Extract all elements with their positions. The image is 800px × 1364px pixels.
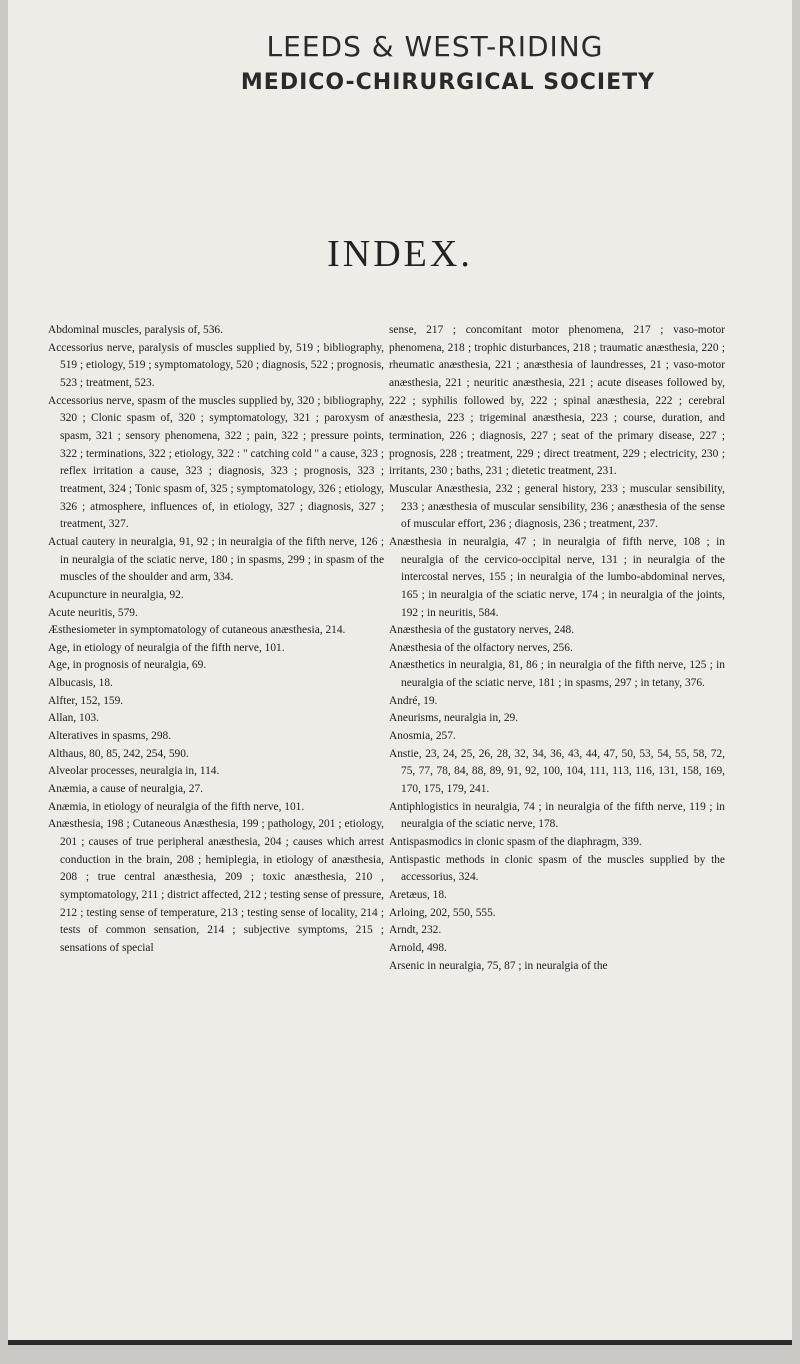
index-entry: Anæsthetics in neuralgia, 81, 86 ; in neuralgia of the fifth nerve, 125 ; in neuralgia of the sciatic nerve, 181 ; in spasms, 297 ; in tetany, 376. xyxy=(389,659,725,690)
index-entry: Antiphlogistics in neuralgia, 74 ; in neuralgia of the fifth nerve, 119 ; in neuralgia of the sciatic nerve, 178. xyxy=(389,800,725,831)
book-page xyxy=(8,0,792,1344)
library-stamp-line-1: LEEDS & WEST-RIDING xyxy=(266,30,604,63)
index-entry: Age, in etiology of neuralgia of the fifth nerve, 101. xyxy=(48,641,285,654)
index-entry: Acupuncture in neuralgia, 92. xyxy=(48,588,184,601)
index-entry: Aneurisms, neuralgia in, 29. xyxy=(389,712,519,725)
library-stamp-line-2: MEDICO-CHIRURGICAL SOCIETY xyxy=(240,70,656,95)
index-entry: Age, in prognosis of neuralgia, 69. xyxy=(48,659,207,672)
index-entry: Anæsthesia of the olfactory nerves, 256. xyxy=(389,641,573,654)
index-entry: Aretæus, 18. xyxy=(389,889,447,901)
index-entry: Alveolar processes, neuralgia in, 114. xyxy=(48,765,220,778)
index-entry-continued: sense, 217 ; concomitant motor phenomena, 217 ; vaso-motor phenomena, 218 ; trophic disturbances, 218 ; traumatic anæsthesia, 220 ; rheumatic anæsthesia, 221 ; anæsthesia of laundresses, 21 ; vaso-motor anæsthesia, 221 ; neuritic anæsthesia, 221 ; acute diseases followed by, 222 ; syphilis followed by, 222 ; spinal anæsthesia, 222 ; cerebral anæsthesia, 223 ; trigeminal anæsthesia, 223 ; course, duration, and termination, 226 ; diagnosis, 227 ; seat of the primary disease, 227 ; prognosis, 228 ; treatment, 229 ; direct treatment, 229 ; electricity, 230 ; irritants, 230 ; baths, 231 ; dietetic treatment, 231. xyxy=(389,324,725,478)
index-entry: Actual cautery in neuralgia, 91, 92 ; in neuralgia of the fifth nerve, 126 ; in neuralgia of the sciatic nerve, 180 ; in spasms, 299 ; in spasm of the muscles of the shoulder and arm, 334. xyxy=(48,535,384,584)
index-entry: Arsenic in neuralgia, 75, 87 ; in neuralgia of the xyxy=(389,959,608,972)
right-column xyxy=(389,322,725,975)
index-entry: Arnold, 498. xyxy=(389,941,447,954)
index-entry: Anæsthesia of the gustatory nerves, 248. xyxy=(389,624,575,637)
index-entry: Abdominal muscles, paralysis of, 536. xyxy=(48,324,223,336)
index-entry: Althaus, 80, 85, 242, 254, 590. xyxy=(48,747,189,760)
index-entry: Antispasmodics in clonic spasm of the diaphragm, 339. xyxy=(389,836,642,849)
index-entry: Æsthesiometer in symptomatology of cutaneous anæsthesia, 214. xyxy=(48,624,346,637)
index-entry: Albucasis, 18. xyxy=(48,677,113,690)
index-entry: Muscular Anæsthesia, 232 ; general history, 233 ; muscular sensibility, 233 ; anæsthesia of muscular sensibility, 236 ; anæsthesia of the sense of muscular effort, 236 ; diagnosis, 236 ; treatment, 237. xyxy=(389,482,725,531)
index-entry: Antispastic methods in clonic spasm of the muscles supplied by the accessorius, 324. xyxy=(389,853,725,884)
index-entry: Anæmia, in etiology of neuralgia of the fifth nerve, 101. xyxy=(48,800,305,813)
bottom-edge-rule xyxy=(8,1340,792,1345)
index-entry: Anstie, 23, 24, 25, 26, 28, 32, 34, 36, 43, 44, 47, 50, 53, 54, 55, 58, 72, 75, 77, 78, 84, 88, 89, 91, 92, 100, 104, 111, 113, 116, 131, 158, 169, 170, 175, 179, 241. xyxy=(389,747,725,796)
index-entry: Arloing, 202, 550, 555. xyxy=(389,906,496,919)
index-entry: André, 19. xyxy=(389,694,438,707)
index-entry: Allan, 103. xyxy=(48,712,99,725)
index-entry: Alfter, 152, 159. xyxy=(48,694,124,707)
index-entry: Alteratives in spasms, 298. xyxy=(48,730,172,743)
index-entry: Anæsthesia in neuralgia, 47 ; in neuralgia of fifth nerve, 108 ; in neuralgia of the cervico-occipital nerve, 131 ; in neuralgia of the intercostal nerves, 155 ; in neuralgia of the lumbo-abdominal nerves, 165 ; in neuralgia of the sciatic nerve, 174 ; in neuralgia of the joints, 192 ; in neuritis, 584. xyxy=(389,535,725,619)
index-entry: Anæmia, a cause of neuralgia, 27. xyxy=(48,783,203,796)
index-entry: Accessorius nerve, spasm of the muscles supplied by, 320 ; bibliography, 320 ; Clonic spasm of, 320 ; symptomatology, 321 ; paroxysm of spasm, 321 ; sensory phenomena, 322 ; pain, 322 ; pressure points, 322 ; terminations, 322 ; etiology, 322 : " catching cold " a cause, 323 ; reflex irritation a cause, 323 ; diagnosis, 323 ; prognosis, 323 ; treatment, 324 ; Tonic spasm of, 325 ; symptomatology, 326 ; etiology, 326 ; atmosphere, influences of, in etiology, 327 ; diagnosis, 327 ; treatment, 327. xyxy=(48,394,384,531)
index-entry: Anæsthesia, 198 ; Cutaneous Anæsthesia, 199 ; pathology, 201 ; etiology, 201 ; causes of true peripheral anæsthesia, 204 ; causes which arrest conduction in the brain, 208 ; hemiplegia, in etiology of anæsthesia, 208 ; true central anæsthesia, 209 ; toxic anæsthesia, 210 , symptomatology, 211 ; district affected, 212 ; testing sense of pressure, 212 ; testing sense of temperature, 213 ; testing sense of locality, 214 ; tests of common sensation, 214 ; subjective symptoms, 215 ; sensations of special xyxy=(48,818,384,954)
index-entry: Arndt, 232. xyxy=(389,924,442,937)
left-column xyxy=(48,322,384,958)
index-entry: Accessorius nerve, paralysis of muscles supplied by, 519 ; bibliography, 519 ; etiology, 519 ; symptomatology, 520 ; diagnosis, 522 ; prognosis, 523 ; treatment, 523. xyxy=(48,341,384,389)
index-entry: Acute neuritis, 579. xyxy=(48,606,138,619)
page-title: INDEX. xyxy=(327,233,473,275)
index-entry: Anosmia, 257. xyxy=(389,730,456,743)
